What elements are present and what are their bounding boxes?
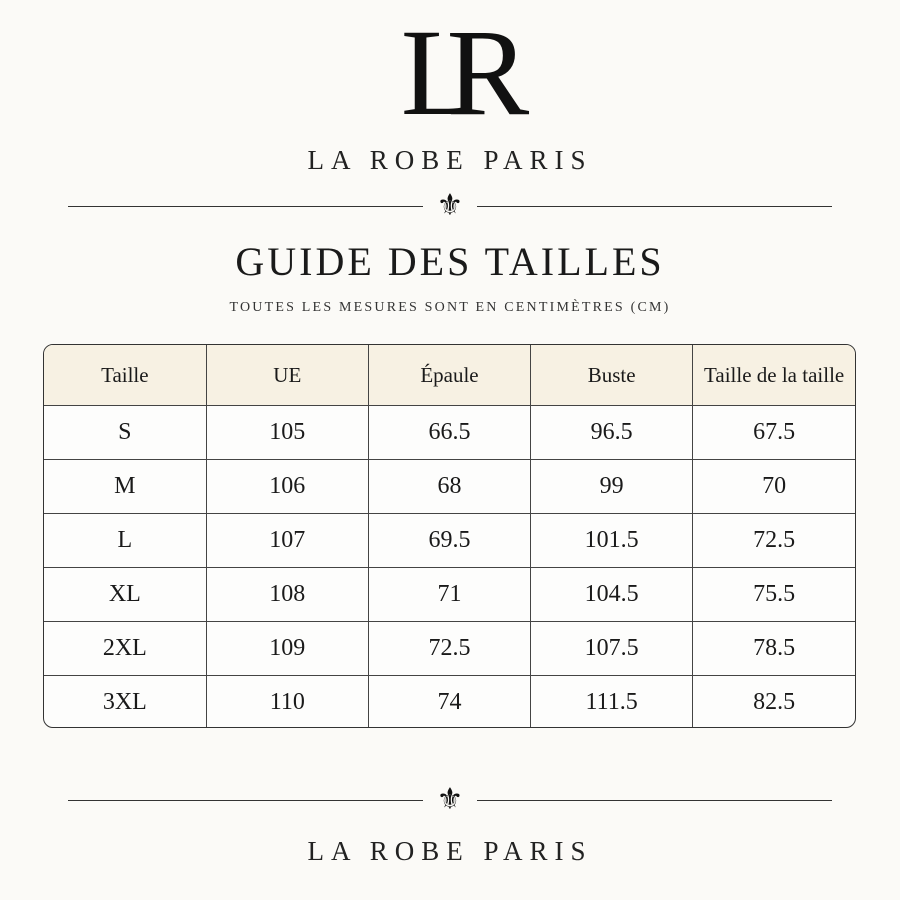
table-row <box>44 406 855 460</box>
header-epaule: Épaule <box>368 345 530 406</box>
fleur-de-lis-icon: ⚜ <box>436 188 464 223</box>
table-row <box>44 460 855 514</box>
table-row <box>44 622 855 676</box>
cell-size: 2XL <box>44 622 206 676</box>
divider-top <box>68 188 832 223</box>
cell-ue: 106 <box>206 460 368 514</box>
table-row <box>44 514 855 568</box>
divider-line <box>477 800 832 801</box>
cell-buste: 96.5 <box>531 406 693 460</box>
header-buste: Buste <box>531 345 693 406</box>
cell-ue: 110 <box>206 676 368 729</box>
divider-bottom <box>68 782 832 817</box>
cell-size: M <box>44 460 206 514</box>
header-ue: UE <box>206 345 368 406</box>
cell-taille: 75.5 <box>693 568 855 622</box>
brand-name-top: LA ROBE PARIS <box>307 145 593 175</box>
cell-ue: 108 <box>206 568 368 622</box>
lr-monogram-logo: LR <box>400 4 500 141</box>
cell-buste: 107.5 <box>531 622 693 676</box>
cell-taille: 72.5 <box>693 514 855 568</box>
page-subtitle: TOUTES LES MESURES SONT EN CENTIMÈTRES (CM) <box>229 300 671 315</box>
cell-epaule: 71 <box>368 568 530 622</box>
cell-buste: 101.5 <box>531 514 693 568</box>
divider-line <box>68 800 423 801</box>
cell-size: 3XL <box>44 676 206 729</box>
size-table <box>44 345 855 728</box>
cell-buste: 111.5 <box>531 676 693 729</box>
cell-taille: 82.5 <box>753 689 796 715</box>
cell-ue: 109 <box>206 622 368 676</box>
page-title: GUIDE DES TAILLES <box>235 239 665 284</box>
cell-epaule: 72.5 <box>368 622 530 676</box>
cell-buste: 104.5 <box>531 568 693 622</box>
cell-ue: 105 <box>206 406 368 460</box>
cell-taille: 70 <box>693 460 855 514</box>
size-table-container <box>43 344 856 728</box>
table-row <box>44 568 855 622</box>
table-header-row <box>44 345 855 406</box>
divider-line <box>477 206 832 207</box>
cell-buste: 99 <box>531 460 693 514</box>
cell-size: XL <box>44 568 206 622</box>
cell-size: S <box>44 406 206 460</box>
brand-name-bottom: LA ROBE PARIS <box>307 836 593 866</box>
header-taille: Taille <box>44 345 206 406</box>
header-tour-de-taille: Taille de la taille <box>693 345 855 406</box>
cell-ue: 107 <box>206 514 368 568</box>
cell-epaule: 68 <box>368 460 530 514</box>
cell-epaule: 69.5 <box>368 514 530 568</box>
cell-epaule: 74 <box>368 676 530 729</box>
cell-taille: 78.5 <box>693 622 855 676</box>
divider-line <box>68 206 423 207</box>
fleur-de-lis-icon: ⚜ <box>436 782 464 817</box>
cell-taille: 67.5 <box>693 406 855 460</box>
cell-size: L <box>44 514 206 568</box>
table-row <box>44 676 855 729</box>
cell-epaule: 66.5 <box>368 406 530 460</box>
